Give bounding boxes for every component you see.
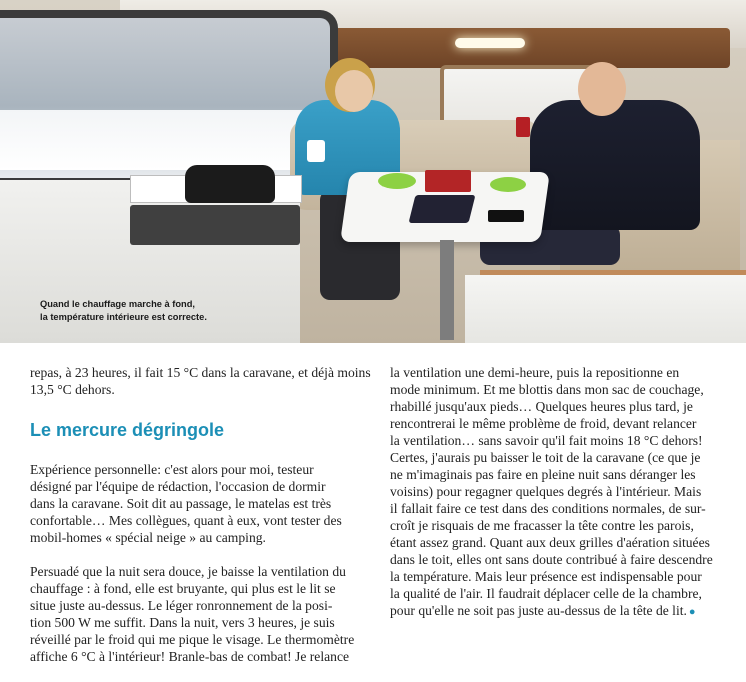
- article-end-mark: ●: [688, 606, 696, 618]
- left-paragraph-2: Persuadé que la nuit sera douce, je baisse la ventilation du chauffage : à fond, elle est bruyante, qui plus est le lit se situe juste au-dessus. Le léger ronronnement de la posi- tion 500 W me suffit. Dans la nuit, vers 3 heures, je suis réveillé par le froid qui me pique le visage. Le thermomètre affiche 6 °C à l'intérieur! Branle-bas de combat! Je relance: [30, 564, 355, 664]
- left-paragraph-1: Expérience personnelle: c'est alors pour moi, testeur désigné par l'équipe de rédaction, l'occasion de dormir dans la caravane. Soit dit au passage, le matelas est très confortable… Mes collègues, quant à eux, vont tester des mobil-homes « spécial neige » au camping.: [30, 462, 342, 545]
- man-in-dark-sweater: [530, 100, 700, 230]
- red-box: [425, 170, 471, 192]
- green-plate: [490, 177, 526, 192]
- smartphone: [488, 210, 524, 222]
- black-bag: [185, 165, 275, 203]
- snow-landscape: [0, 110, 330, 170]
- red-thermos-cup: [516, 117, 530, 137]
- right-column: [390, 347, 732, 638]
- ceiling-light: [455, 38, 525, 48]
- table-leg: [440, 240, 454, 340]
- overhead-cabinet: [330, 28, 730, 68]
- green-plate: [378, 173, 416, 189]
- man-head: [578, 62, 626, 116]
- left-column: [30, 347, 375, 682]
- board-game: [409, 195, 476, 223]
- front-bench: [465, 275, 746, 343]
- photo-caption: Quand le chauffage marche à fond, la température intérieure est correcte.: [40, 299, 207, 322]
- right-paragraph-text: la ventilation une demi-heure, puis la repositionne en mode minimum. Et me blottis dans mon sac de couchage, rhabillé jusqu'aux pieds… Quelques heures plus tard, je rencontrerai le même problème de froid, devant relancer la ventilation… sans savoir qu'il fait moins 18 °C dehors! Certes, j'aurais pu baisser le toit de la caravane (ce que je ne m'imaginais pas faire en pleine nuit sans déranger les voisins) pour regagner quelques degrés à l'intérieur. Mais il fallait faire ce test dans des conditions normales, de sur- croît je risquais de me fracasser la tête contre les parois, étant assez grand. Quant aux deux grilles d'aération situées dans le toit, elles ont sans doute contribué à faire descendre la température. Mais leur présence est indispensable pour la qualité de l'air. Il faudrait déplacer celle de la chambre, pour qu'elle ne soit pas juste au-dessus de la tête de lit.: [390, 365, 713, 618]
- left-intro-paragraph: repas, à 23 heures, il fait 15 °C dans la caravane, et déjà moins 13,5 °C dehors.: [30, 365, 371, 397]
- right-paragraph: [390, 364, 732, 621]
- counter-drawer: [130, 205, 300, 245]
- woman-head: [335, 70, 373, 112]
- section-heading: Le mercure dégringole: [30, 420, 225, 440]
- white-mug: [307, 140, 325, 162]
